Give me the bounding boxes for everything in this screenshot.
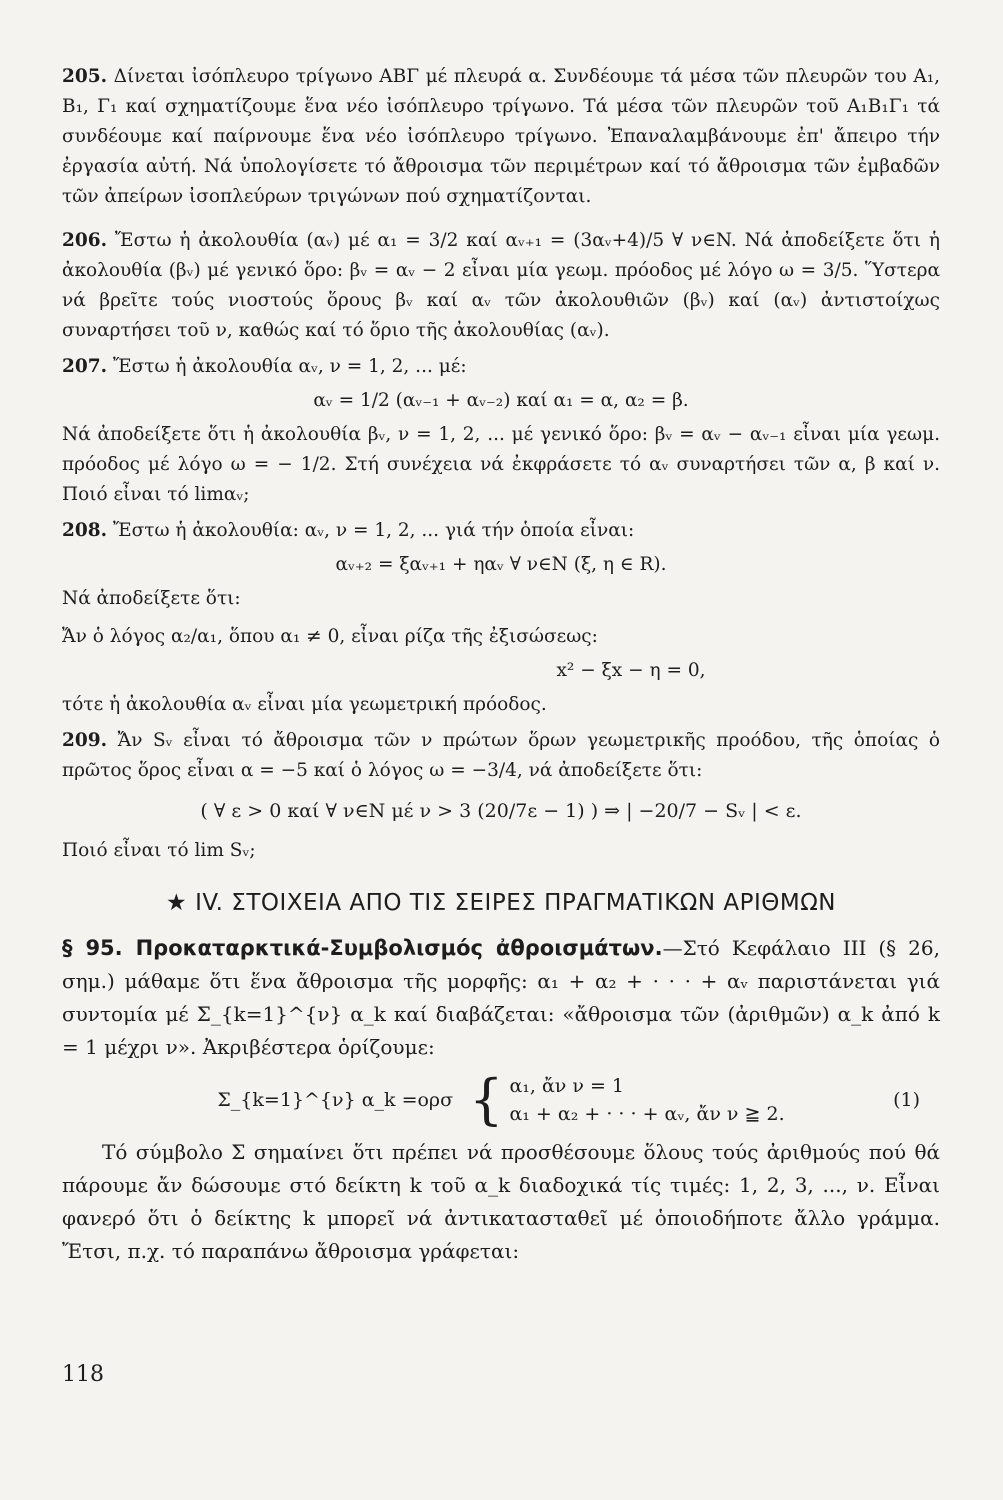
problem-205 xyxy=(62,62,940,212)
problem-207 xyxy=(62,352,940,510)
equation: x² − ξx − η = 0, xyxy=(556,660,706,681)
problem-text: Ἔστω ἡ ἀκολουθία: αᵥ, ν = 1, 2, ... γιά τήν ὁποία εἶναι: xyxy=(112,520,635,541)
problem-text-conclusion: τότε ἡ ἀκολουθία αᵥ εἶναι μία γεωμετρική πρόοδος. xyxy=(62,694,547,715)
subsection-title: § 95. Προκαταρκτικά-Συμβολισμός ἀθροισμάτων. xyxy=(62,936,663,960)
left-brace-icon: { xyxy=(469,1068,504,1131)
equation-number: (1) xyxy=(893,1089,920,1111)
problem-text-continued: Νά ἀποδείξετε ὅτι ἡ ἀκολουθία βᵥ, ν = 1, 2, ... μέ γενικό ὅρο: βᵥ = αᵥ − αᵥ₋₁ εἶναι μία γεωμ. πρόοδος μέ λόγο ω = − 1/2. Στή συνέχεια νά ἐκφράσετε τό αᵥ συναρτήσει τῶν α, β καί ν. Ποιό εἶναι τό limαᵥ; xyxy=(62,424,940,505)
problem-number: 207. xyxy=(62,356,108,377)
problem-text: Ἄν Sᵥ εἶναι τό ἄθροισμα τῶν ν πρώτων ὅρων γεωμετρικῆς προόδου, τῆς ὁποίας ὁ πρῶτος ὅρος εἶναι α = −5 καί ὁ λόγος ω = −3/4, νά ἀποδείξετε ὅτι: xyxy=(62,730,940,781)
paragraph: Τό σύμβολο Σ σημαίνει ὅτι πρέπει νά προσθέσουμε ὅλους τούς ἀριθμούς πού θά πάρουμε ἄν δώσουμε στό δείκτη k τοῦ α_k διαδοχικά τίς τιμές: 1, 2, 3, ..., ν. Εἶναι φανερό ὅτι ὁ δείκτης k μπορεῖ νά ἀντικατασταθεῖ μέ ὁποιοδήποτε ἄλλο γράμμα. Ἔτσι, π.χ. τό παραπάνω ἄθροισμα γράφεται: xyxy=(62,1140,940,1263)
paragraph: —Στό Κεφάλαιο III (§ 26, σημ.) μάθαμε ὅτι ἕνα ἄθροισμα τῆς μορφῆς: α₁ + α₂ + · · · + αᵥ παριστάνεται γιά συντομία μέ Σ_{k=1}^{ν} α_k καί διαβάζεται: «ἄθροισμα τῶν (ἀριθμῶν) α_k ἀπό k = 1 μέχρι ν». Ἀκριβέστερα ὁρίζουμε: xyxy=(62,936,940,1059)
problem-text-condition: Ἄν ὁ λόγος α₂/α₁, ὅπου α₁ ≠ 0, εἶναι ρίζα τῆς ἐξισώσεως: xyxy=(62,626,598,647)
case-two: α₁ + α₂ + · · · + αᵥ, ἄν ν ≧ 2. xyxy=(509,1103,785,1125)
problem-text-continued: Νά ἀποδείξετε ὅτι: xyxy=(62,588,241,609)
star-icon: ★ xyxy=(165,890,188,916)
page-number: 118 xyxy=(62,1362,104,1387)
problem-text: Δίνεται ἰσόπλευρο τρίγωνο ΑΒΓ μέ πλευρά α. Συνδέουμε τά μέσα τῶν πλευρῶν του Α₁, Β₁, Γ₁ καί σχηματίζουμε ἕνα νέο ἰσόπλευρο τρίγωνο. Τά μέσα τῶν πλευρῶν τοῦ Α₁Β₁Γ₁ τά συνδέουμε καί παίρνουμε ἕνα νέο ἰσόπλευρο τρίγωνο. Ἐπαναλαμβάνουμε ἐπ' ἄπειρο τήν ἐργασία αὐτή. Νά ὑπολογίσετε τό ἄθροισμα τῶν περιμέτρων καί τό ἄθροισμα τῶν ἐμβαδῶν τῶν ἀπείρων ἰσοπλεύρων τριγώνων πού σχηματίζονται. xyxy=(62,66,940,207)
equation: ( ∀ ε > 0 καί ∀ ν∈N μέ ν > 3 (20/7ε − 1) ) ⇒ | −20/7 − Sᵥ | < ε. xyxy=(200,800,802,822)
problem-number: 206. xyxy=(62,230,108,251)
problem-text: Ἔστω ἡ ἀκολουθία αᵥ, ν = 1, 2, ... μέ: xyxy=(112,356,467,377)
equation: αᵥ₊₂ = ξαᵥ₊₁ + ηαᵥ ∀ ν∈N (ξ, η ∈ R). xyxy=(335,554,667,575)
problem-209 xyxy=(62,726,940,866)
sum-cases xyxy=(509,1072,784,1128)
subsection-intro xyxy=(62,932,940,1064)
sum-definition xyxy=(62,1068,940,1131)
case-one: α₁, ἄν ν = 1 xyxy=(509,1075,625,1097)
problem-208 xyxy=(62,516,940,720)
problem-number: 209. xyxy=(62,730,108,751)
equation: αᵥ = 1/2 (αᵥ₋₁ + αᵥ₋₂) καί α₁ = α, α₂ = β. xyxy=(313,390,689,411)
page-content xyxy=(62,62,940,1268)
problem-number: 208. xyxy=(62,520,108,541)
problem-text-continued: Ποιό εἶναι τό lim Sᵥ; xyxy=(62,840,256,861)
section-heading xyxy=(62,888,940,918)
problem-number: 205. xyxy=(62,66,108,87)
section-heading-text: IV. ΣΤΟΙΧΕΙΑ ΑΠΟ ΤΙΣ ΣΕΙΡΕΣ ΠΡΑΓΜΑΤΙΚΩΝ ΑΡΙΘΜΩΝ xyxy=(195,890,836,916)
problem-206 xyxy=(62,226,940,346)
sum-lhs: Σ_{k=1}^{ν} α_k =ορσ xyxy=(217,1089,454,1111)
problem-text: Ἔστω ἡ ἀκολουθία (αᵥ) μέ α₁ = 3/2 καί αᵥ₊₁ = (3αᵥ+4)/5 ∀ ν∈N. Νά ἀποδείξετε ὅτι ἡ ἀκολουθία (βᵥ) μέ γενικό ὅρο: βᵥ = αᵥ − 2 εἶναι μία γεωμ. πρόοδος μέ λόγο ω = 3/5. Ὕστερα νά βρεῖτε τούς νιοστούς ὅρους βᵥ καί αᵥ τῶν ἀκολουθιῶν (βᵥ) καί (αᵥ) ἀντιστοίχως συναρτήσει τοῦ ν, καθώς καί τό ὅριο τῆς ἀκολουθίας (αᵥ). xyxy=(62,230,940,341)
